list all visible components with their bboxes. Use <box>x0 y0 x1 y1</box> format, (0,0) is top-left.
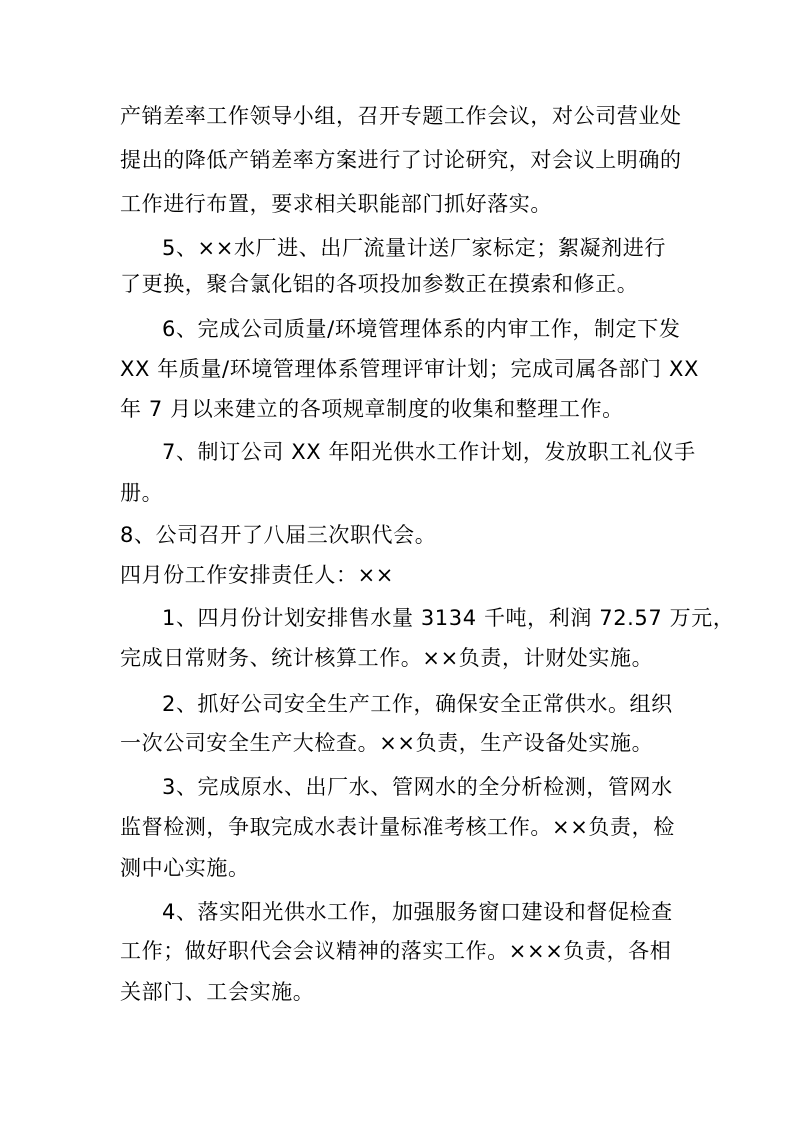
text-line: 关部门、工会实施。 <box>120 980 315 1004</box>
text-line: 1、四月份计划安排售水量 3134 千吨，利润 72.57 万元， <box>162 606 735 630</box>
text-line: 产销差率工作领导小组，召开专题工作会议，对公司营业处 <box>120 104 682 128</box>
text-line: 了更换，聚合氯化铝的各项投加参数正在摸索和修正。 <box>120 272 639 296</box>
text-line: 6、完成公司质量/环境管理体系的内审工作，制定下发 <box>162 317 681 341</box>
text-line: XX 年质量/环境管理体系管理评审计划；完成司属各部门 XX <box>120 357 699 381</box>
text-line: 册。 <box>120 481 164 505</box>
text-line: 完成日常财务、统计核算工作。××负责，计财处实施。 <box>120 646 654 670</box>
text-line: 一次公司安全生产大检查。××负责，生产设备处实施。 <box>120 731 654 755</box>
text-line: 2、抓好公司安全生产工作，确保安全正常供水。组织 <box>162 692 673 716</box>
text-line: 测中心实施。 <box>120 856 250 880</box>
text-line: 监督检测，争取完成水表计量标准考核工作。××负责，检 <box>120 815 675 839</box>
text-line: 年 7 月以来建立的各项规章制度的收集和整理工作。 <box>120 397 624 421</box>
text-line: 7、制订公司 XX 年阳光供水工作计划，发放职工礼仪手 <box>162 440 696 464</box>
text-line: 提出的降低产销差率方案进行了讨论研究，对会议上明确的 <box>120 148 682 172</box>
text-line: 四月份工作安排责任人：×× <box>120 563 394 587</box>
text-line: 8、公司召开了八届三次职代会。 <box>120 523 437 547</box>
text-line: 4、落实阳光供水工作，加强服务窗口建设和督促检查 <box>162 900 673 924</box>
text-line: 工作；做好职代会会议精神的落实工作。×××负责，各相 <box>120 939 672 963</box>
text-line: 工作进行布置，要求相关职能部门抓好落实。 <box>120 192 552 216</box>
text-line: 3、完成原水、出厂水、管网水的全分析检测，管网水 <box>162 775 673 799</box>
text-line: 5、××水厂进、出厂流量计送厂家标定；絮凝剂进行 <box>162 236 666 260</box>
